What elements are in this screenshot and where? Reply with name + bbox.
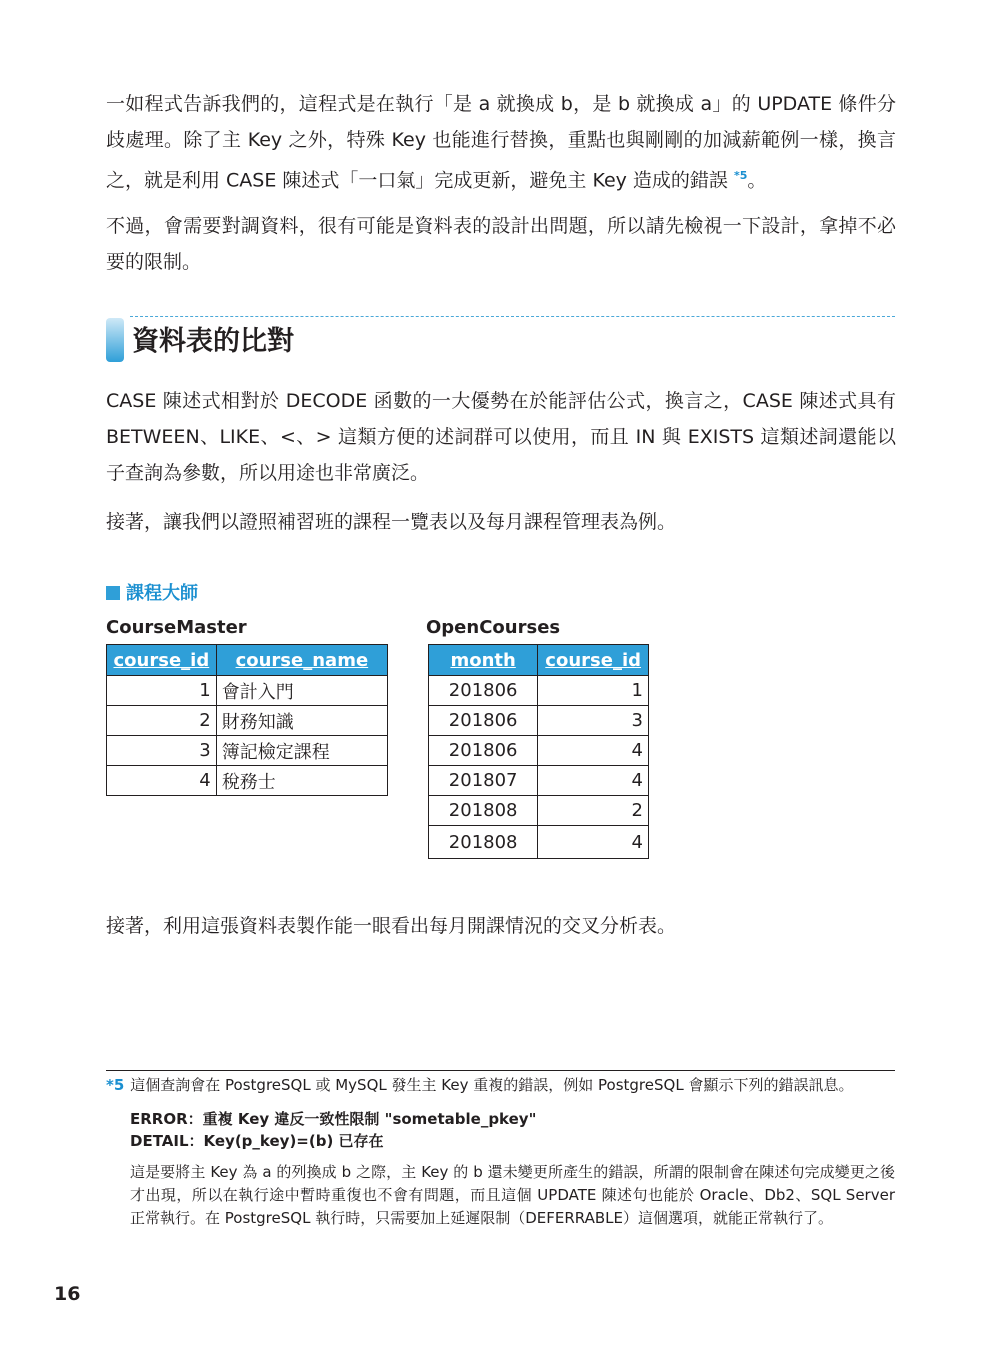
table-cell: 201808 xyxy=(429,796,538,826)
paragraph-design-advice: 不過，會需要對調資料，很有可能是資料表的設計出問題，所以請先檢視一下設計，拿掉不必要的限制。 xyxy=(106,215,896,273)
figure-caption xyxy=(106,582,198,606)
table-cell: 2 xyxy=(538,796,649,826)
table-row xyxy=(429,796,649,826)
table-row xyxy=(429,826,649,859)
table-cell: 4 xyxy=(538,766,649,796)
table-cell: 1 xyxy=(538,676,649,706)
column-header: course_id xyxy=(107,645,217,676)
paragraph-end: 。 xyxy=(747,169,767,192)
table-row xyxy=(429,706,649,736)
table-row xyxy=(107,706,388,736)
opencourses-table xyxy=(428,644,649,859)
table-name-coursemaster: CourseMaster xyxy=(106,617,247,638)
footnote-mark: *5 xyxy=(106,1076,125,1094)
table-cell: 1 xyxy=(107,676,217,706)
column-header: course_name xyxy=(216,645,387,676)
table-cell: 4 xyxy=(538,826,649,859)
paragraph-crosstab-intro: 接著，利用這張資料表製作能一眼看出每月開課情況的交叉分析表。 xyxy=(106,915,677,937)
paragraph-text: 一如程式告訴我們的，這程式是在執行「是 a 就換成 b，是 b 就換成 a」的 UPDATE 條件分歧處理。除了主 Key 之外，特殊 Key 也能進行替換，重點也與剛剛的加減薪範例一樣，換言之，就是利用 CASE 陳述式「一口氣」完成更新，避免主 Key 造成的錯誤 xyxy=(106,93,896,192)
table-cell: 財務知識 xyxy=(216,706,387,736)
table-cell: 201806 xyxy=(429,736,538,766)
column-header: month xyxy=(429,645,538,676)
page-number: 16 xyxy=(54,1283,81,1305)
error-message-line: ERROR：重複 Key 違反一致性限制 "sometable_pkey" xyxy=(130,1110,537,1128)
table-cell: 3 xyxy=(107,736,217,766)
table-row xyxy=(429,766,649,796)
paragraph-update-explanation xyxy=(106,86,896,198)
table-cell: 4 xyxy=(107,766,217,796)
table-cell: 簿記檢定課程 xyxy=(216,736,387,766)
footnote xyxy=(106,1074,906,1096)
square-bullet-icon xyxy=(106,586,120,600)
table-cell: 3 xyxy=(538,706,649,736)
table-cell: 201808 xyxy=(429,826,538,859)
section-title: 資料表的比對 xyxy=(132,326,294,357)
footnote-divider xyxy=(106,1070,895,1071)
paragraph-example-intro: 接著，讓我們以證照補習班的課程一覽表以及每月課程管理表為例。 xyxy=(106,511,677,533)
table-cell: 會計入門 xyxy=(216,676,387,706)
table-cell: 201806 xyxy=(429,706,538,736)
section-divider xyxy=(130,316,895,317)
table-row xyxy=(107,766,388,796)
figure-caption-text: 課程大師 xyxy=(126,583,198,604)
table-name-opencourses: OpenCourses xyxy=(426,617,561,638)
table-row xyxy=(429,676,649,706)
table-cell: 201806 xyxy=(429,676,538,706)
table-row xyxy=(429,736,649,766)
table-row xyxy=(107,736,388,766)
coursemaster-table xyxy=(106,644,388,796)
table-cell: 稅務士 xyxy=(216,766,387,796)
table-header-row xyxy=(429,645,649,676)
table-cell: 2 xyxy=(107,706,217,736)
table-cell: 201807 xyxy=(429,766,538,796)
table-header-row xyxy=(107,645,388,676)
table-row xyxy=(107,676,388,706)
section-marker-icon xyxy=(106,318,124,362)
table-cell: 4 xyxy=(538,736,649,766)
column-header: course_id xyxy=(538,645,649,676)
paragraph-case-advantages: CASE 陳述式相對於 DECODE 函數的一大優勢在於能評估公式，換言之，CASE 陳述式具有 BETWEEN、LIKE、<、> 這類方便的述詞群可以使用，而且 IN 與 EXISTS 這類述詞還能以子查詢為參數，所以用途也非常廣泛。 xyxy=(106,390,896,484)
footnote-reference[interactable]: *5 xyxy=(733,169,748,182)
footnote-body: 這是要將主 Key 為 a 的列換成 b 之際，主 Key 的 b 還未變更所產生的錯誤，所謂的限制會在陳述句完成變更之後才出現，所以在執行途中暫時重復也不會有問題，而且這個 UPDATE 陳述句也能於 Oracle、Db2、SQL Server 正常執行。在 PostgreSQL 執行時，只需要加上延遲限制（DEFERRABLE）這個選項，就能正常執行了。 xyxy=(130,1163,895,1227)
footnote-text: 這個查詢會在 PostgreSQL 或 MySQL 發生主 Key 重複的錯誤，例如 PostgreSQL 會顯示下列的錯誤訊息。 xyxy=(130,1076,854,1094)
error-detail-line: DETAIL：Key(p_key)=(b) 已存在 xyxy=(130,1132,384,1150)
